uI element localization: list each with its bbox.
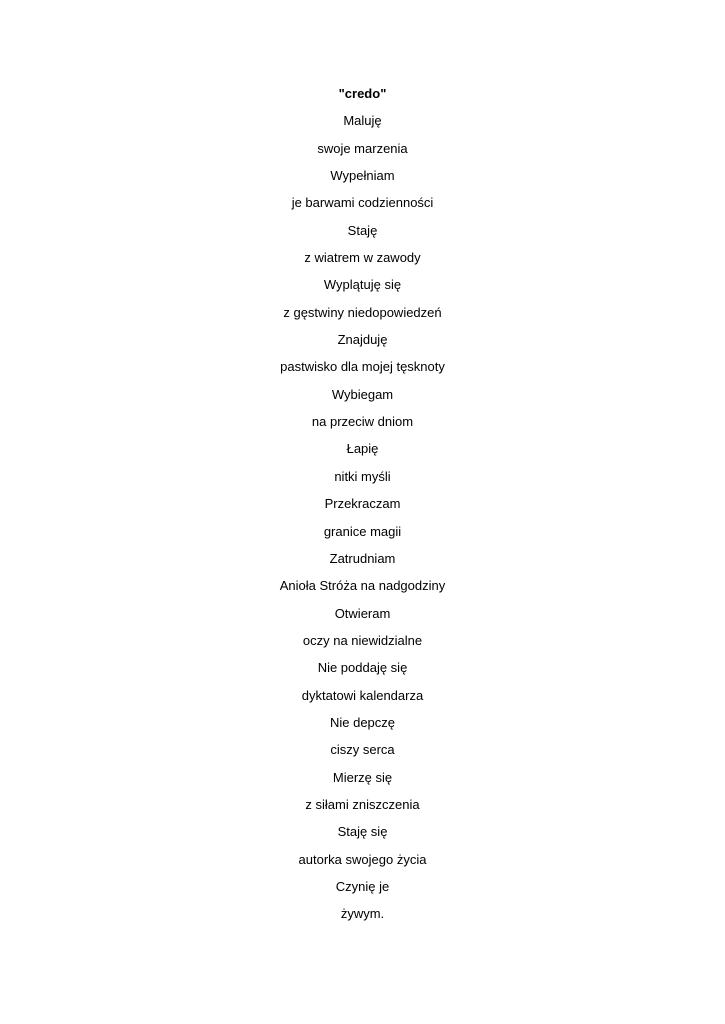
- poem-line: Łapię: [346, 441, 379, 457]
- poem-line: żywym.: [340, 906, 385, 922]
- poem-line: pastwisko dla mojej tęsknoty: [280, 359, 445, 375]
- poem-line: autorka swojego życia: [298, 851, 427, 867]
- poem-line: ciszy serca: [330, 742, 395, 758]
- poem-line: z siłami zniszczenia: [305, 796, 420, 812]
- poem-line: Znajduję: [337, 332, 388, 348]
- poem-line: Staję się: [337, 824, 388, 840]
- poem-line: nitki myśli: [334, 468, 391, 484]
- poem-line: Anioła Stróża na nadgodziny: [279, 578, 446, 594]
- poem-line: Staję: [347, 222, 378, 238]
- poem-line: Otwieram: [334, 605, 391, 621]
- poem-line: oczy na niewidzialne: [302, 632, 423, 648]
- poem-line: Wybiegam: [331, 386, 394, 402]
- poem-line: je barwami codzienności: [291, 195, 434, 211]
- poem-line: Czynię je: [335, 878, 390, 894]
- poem-line: Mierzę się: [332, 769, 393, 785]
- poem-line: z wiatrem w zawody: [304, 250, 421, 266]
- poem-line: swoje marzenia: [317, 140, 408, 156]
- poem-line: Przekraczam: [324, 496, 401, 512]
- poem-line: Nie poddaję się: [317, 660, 408, 676]
- poem-line: Zatrudniam: [329, 550, 396, 566]
- poem-line: granice magii: [323, 523, 402, 539]
- poem-line: Wypełniam: [330, 168, 395, 184]
- poem-line: na przeciw dniom: [311, 414, 414, 430]
- poem-line: Maluję: [343, 113, 382, 129]
- poem-line: Wyplątuję się: [323, 277, 402, 293]
- poem-line: z gęstwiny niedopowiedzeń: [283, 304, 442, 320]
- poem-line: dyktatowi kalendarza: [301, 687, 424, 703]
- poem-line: Nie depczę: [329, 714, 396, 730]
- poem-title: "credo": [338, 86, 387, 101]
- poem: [0, 85, 725, 933]
